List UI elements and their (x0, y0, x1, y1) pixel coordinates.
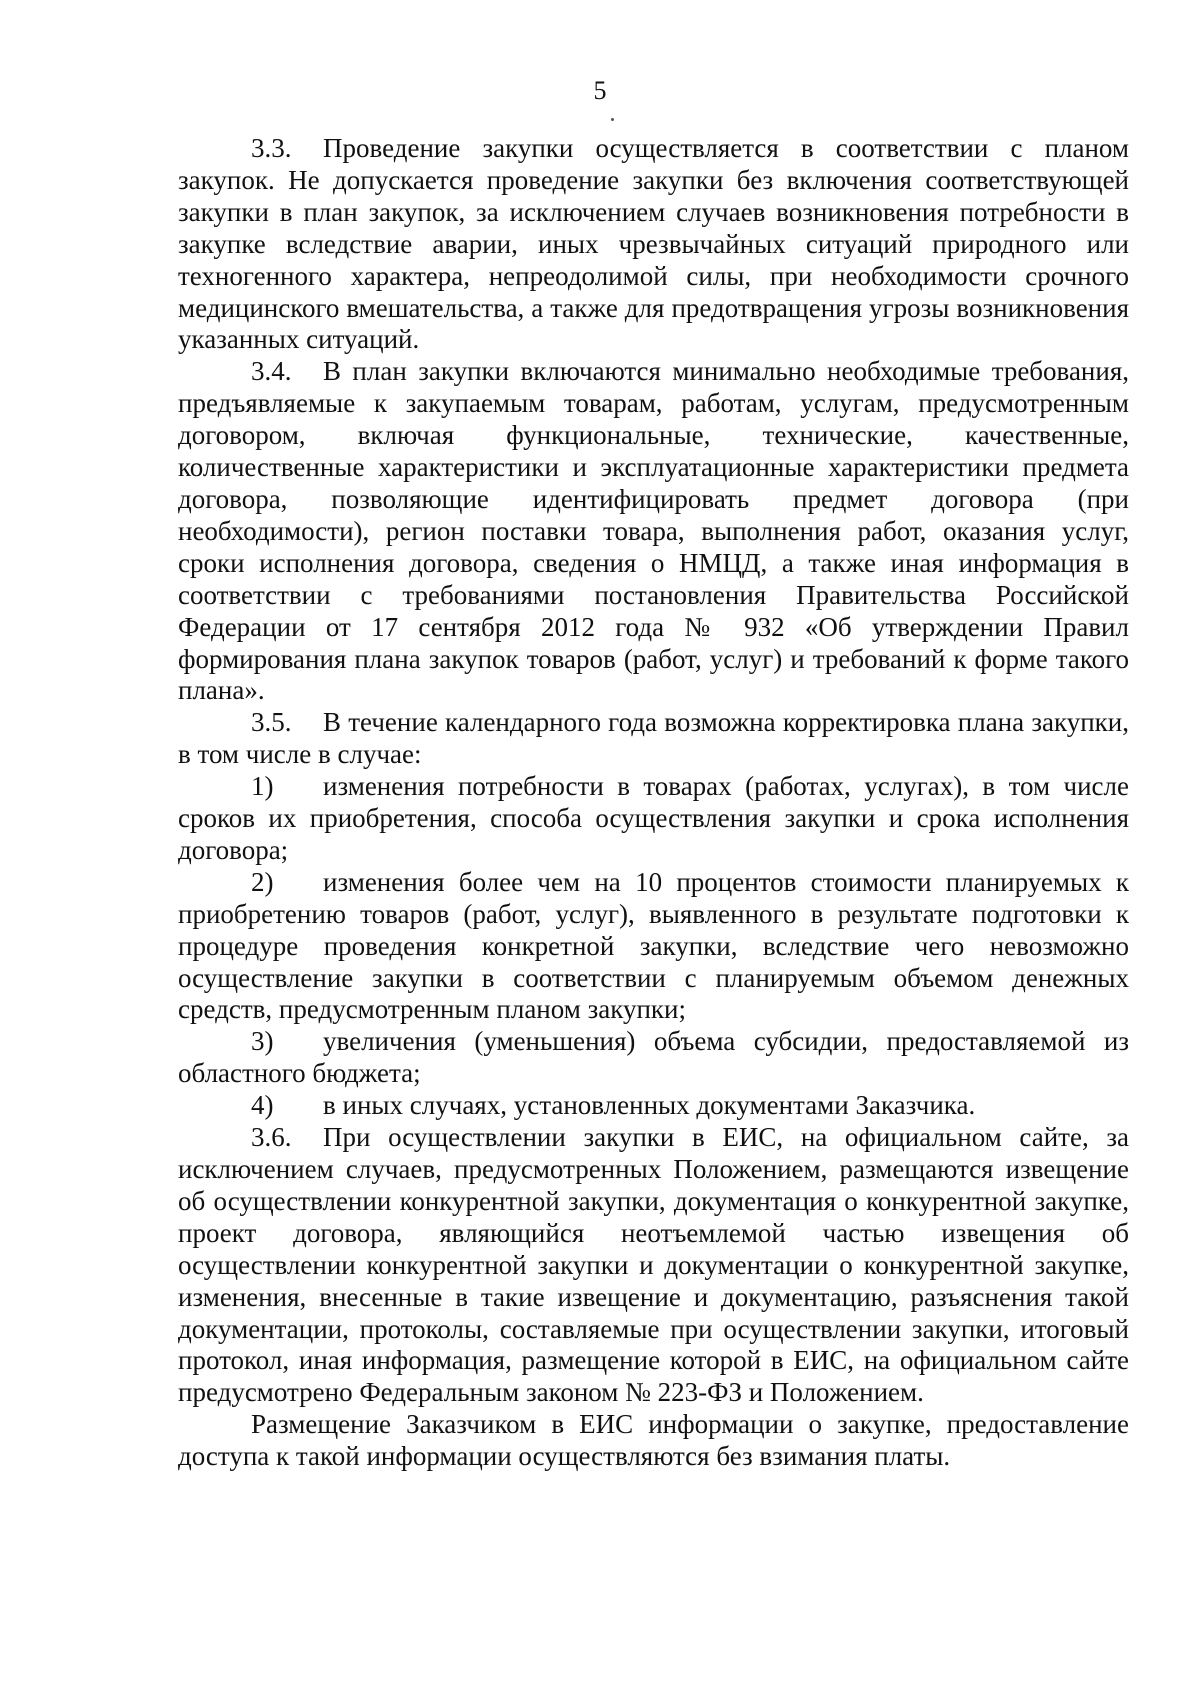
paragraph-text: В план закупки включаются минимально необходимые требования, предъявляемые к закупаемым товарам, работам, услугам, предусмотренным договором, включая функциональные, технические, качественные, количественные характеристики и эксплуатационные характеристики предмета договора, позволяющие идентифицировать предмет договора (при необходимости), регион поставки товара, выполнения работ, оказания услуг, сроки исполнения договора, сведения о НМЦД, а также иная информация в соответствии с требованиями постановления Правительства Российской Федерации от 17 сентября 2012 года № 932 «Об утверждении Правил формирования плана закупок товаров (работ, услуг) и требований к форме такого плана». (178, 356, 1129, 706)
list-item-3 (178, 1026, 1129, 1090)
paragraph-number: 3.6. (251, 1122, 292, 1153)
list-item-4 (178, 1090, 1129, 1122)
paragraph-3-5 (178, 707, 1129, 771)
paragraph-3-3 (178, 133, 1129, 356)
paragraph-text: Размещение Заказчиком в ЕИС информации о закупке, предоставление доступа к такой информации осуществляются без взимания платы. (178, 1409, 1129, 1472)
scan-artifact-dot (611, 118, 614, 121)
list-item-text: изменения потребности в товарах (работах, услугах), в том числе сроков их приобретения, способа осуществления закупки и срока исполнения договора; (178, 771, 1129, 865)
list-item-number: 2) (251, 866, 274, 897)
paragraph-number: 3.3. (251, 133, 292, 163)
paragraph-text: Проведение закупки осуществляется в соответствии с планом закупок. Не допускается проведение закупки без включения соответствующей закупки в план закупок, за исключением случаев возникновения потребности в закупке вследствие аварии, иных чрезвычайных ситуаций природного или техногенного характера, непреодолимой силы, при необходимости срочного медицинского вмешательства, а также для предотвращения угрозы возникновения указанных ситуаций. (178, 133, 1129, 355)
list-item-2 (178, 867, 1129, 1027)
paragraph-text: В течение календарного года возможна корректировка плана закупки, в том числе в случае: (178, 707, 1129, 770)
list-item-text: в иных случаях, установленных документами Заказчика. (323, 1090, 976, 1121)
paragraph-3-4 (178, 356, 1129, 707)
document-body (178, 133, 1129, 1473)
list-item-number: 4) (251, 1090, 274, 1121)
paragraph-placement-free (178, 1409, 1129, 1473)
list-item-text: увеличения (уменьшения) объема субсидии, предоставляемой из областного бюджета; (178, 1026, 1129, 1089)
paragraph-number: 3.4. (251, 356, 292, 387)
list-item-number: 1) (251, 771, 274, 802)
list-item-1 (178, 771, 1129, 867)
list-item-number: 3) (251, 1026, 274, 1057)
paragraph-3-6 (178, 1122, 1129, 1409)
list-item-text: изменения более чем на 10 процентов стоимости планируемых к приобретению товаров (работ, услуг), выявленного в результате подготовки к процедуре проведения конкретной закупки, вследствие чего невозможно осуществление закупки в соответствии с планируемым объемом денежных средств, предусмотренным планом закупки; (178, 866, 1129, 1025)
paragraph-text: При осуществлении закупки в ЕИС, на официальном сайте, за исключением случаев, предусмотренных Положением, размещаются извещение об осуществлении конкурентной закупки, документация о конкурентной закупке, проект договора, являющийся неотъемлемой частью извещения об осуществлении конкурентной закупки и документации о конкурентной закупке, изменения, внесенные в такие извещение и документацию, разъяснения такой документации, протоколы, составляемые при осуществлении закупки, итоговый протокол, иная информация, размещение которой в ЕИС, на официальном сайте предусмотрено Федеральным законом № 223-ФЗ и Положением. (178, 1122, 1129, 1408)
page-number: 5 (593, 76, 607, 105)
paragraph-number: 3.5. (251, 707, 292, 738)
